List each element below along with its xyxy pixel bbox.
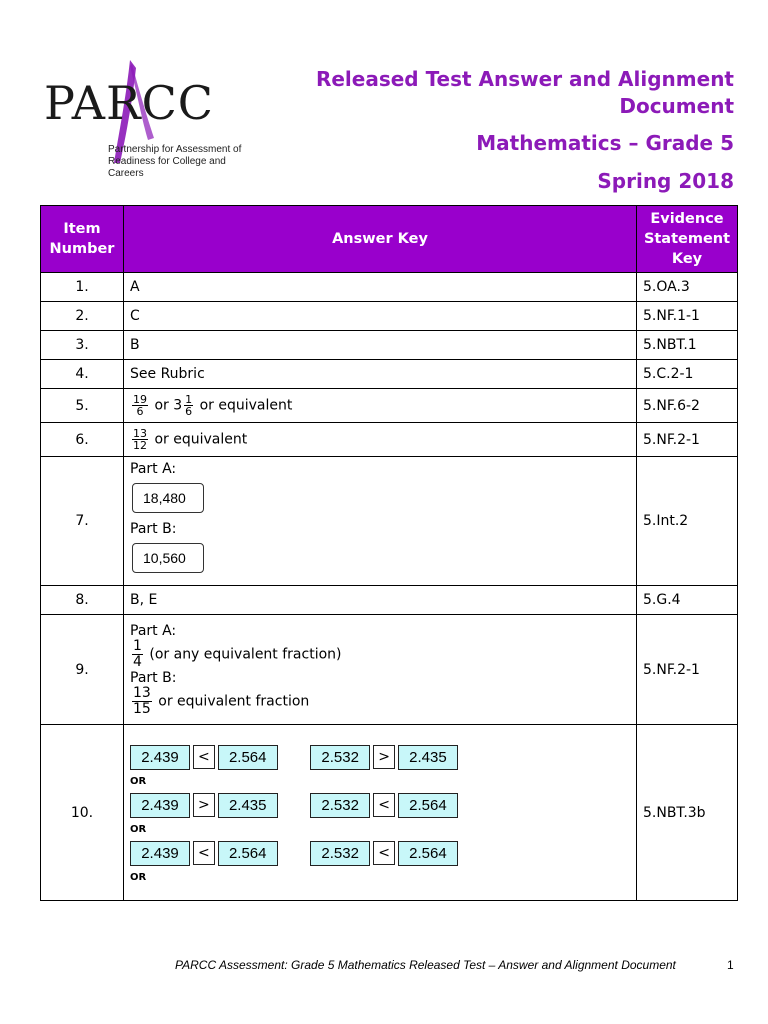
part-b-answer	[130, 686, 630, 717]
item-number: 8.	[41, 586, 124, 615]
evidence: 5.NF.2-1	[637, 423, 738, 457]
page-footer: PARCC Assessment: Grade 5 Mathematics Released Test – Answer and Alignment Document	[175, 958, 676, 972]
answer: B	[124, 331, 637, 360]
part-a-label: Part A:	[130, 461, 177, 477]
comparison-set	[130, 793, 630, 818]
operator-box: <	[373, 841, 395, 865]
subject-title: Mathematics – Grade 5	[476, 131, 734, 155]
item-number: 7.	[41, 457, 124, 586]
value-box: 2.564	[398, 793, 458, 818]
evidence: 5.C.2-1	[637, 360, 738, 389]
answer	[124, 389, 637, 423]
item-number: 2.	[41, 302, 124, 331]
answer: See Rubric	[124, 360, 637, 389]
fraction	[132, 639, 143, 670]
denominator: 15	[133, 700, 151, 717]
comparison	[130, 841, 278, 866]
answer-text: or equivalent	[199, 397, 293, 414]
item-number: 4.	[41, 360, 124, 389]
value-box: 2.532	[310, 841, 370, 866]
comparison-set	[130, 745, 630, 770]
operator-box: <	[193, 841, 215, 865]
operator-box: >	[193, 793, 215, 817]
table-row	[41, 360, 738, 389]
table-row	[41, 586, 738, 615]
table-row	[41, 725, 738, 901]
logo-tagline-line2: Readiness for College and Careers	[108, 156, 226, 179]
answer	[124, 615, 637, 725]
comparison	[130, 793, 278, 818]
answer-text: or equivalent fraction	[158, 693, 310, 709]
value-box: 2.439	[130, 745, 190, 770]
answer-text: (or any equivalent fraction)	[149, 646, 342, 662]
header-item-number: Item Number	[41, 206, 124, 273]
answer: A	[124, 273, 637, 302]
operator-box: >	[373, 745, 395, 769]
fraction	[132, 428, 148, 451]
table-row	[41, 457, 738, 586]
table-row	[41, 389, 738, 423]
item-number: 3.	[41, 331, 124, 360]
table-row	[41, 331, 738, 360]
numerator: 13	[133, 427, 147, 440]
value-box: 2.439	[130, 841, 190, 866]
answer-box: 10,560	[132, 543, 204, 573]
denominator: 6	[136, 405, 144, 418]
answer	[124, 423, 637, 457]
header-evidence-key: Evidence Statement Key	[637, 206, 738, 273]
answer-text: or 3	[154, 397, 183, 414]
part-b-label: Part B:	[130, 669, 177, 686]
numerator: 1	[185, 393, 193, 406]
numerator: 1	[133, 637, 142, 654]
table-header-row	[41, 206, 738, 273]
table-row	[41, 273, 738, 302]
logo-wordmark: PARCC	[44, 76, 214, 130]
logo-tagline-line1: Partnership for Assessment of	[108, 144, 242, 155]
fraction	[184, 394, 193, 417]
numerator: 13	[133, 684, 151, 701]
answer: C	[124, 302, 637, 331]
value-box: 2.532	[310, 793, 370, 818]
term-title: Spring 2018	[597, 169, 734, 193]
table-row	[41, 423, 738, 457]
evidence: 5.G.4	[637, 586, 738, 615]
comparison	[310, 745, 458, 770]
answer	[124, 457, 637, 586]
denominator: 6	[185, 405, 193, 418]
part-a-label: Part A:	[130, 622, 177, 639]
value-box: 2.564	[218, 841, 278, 866]
fraction	[132, 686, 152, 717]
value-box: 2.532	[310, 745, 370, 770]
comparison	[130, 745, 278, 770]
or-label: OR	[130, 775, 147, 787]
answer-key-table	[40, 205, 738, 901]
fraction	[132, 394, 148, 417]
evidence: 5.NF.1-1	[637, 302, 738, 331]
answer-box: 18,480	[132, 483, 204, 513]
part-b-label: Part B:	[130, 521, 177, 537]
answer-text: or equivalent	[154, 431, 248, 448]
value-box: 2.435	[398, 745, 458, 770]
comparison	[310, 793, 458, 818]
item-number: 5.	[41, 389, 124, 423]
comparison	[310, 841, 458, 866]
value-box: 2.435	[218, 793, 278, 818]
table-row	[41, 615, 738, 725]
or-label: OR	[130, 871, 147, 883]
item-number: 6.	[41, 423, 124, 457]
evidence: 5.NBT.1	[637, 331, 738, 360]
denominator: 12	[133, 439, 147, 452]
part-a-answer	[130, 639, 630, 670]
evidence: 5.NBT.3b	[637, 725, 738, 901]
item-number: 1.	[41, 273, 124, 302]
numerator: 19	[133, 393, 147, 406]
logo-tagline	[108, 144, 264, 180]
denominator: 4	[133, 653, 142, 670]
item-number: 10.	[41, 725, 124, 901]
value-box: 2.439	[130, 793, 190, 818]
evidence: 5.Int.2	[637, 457, 738, 586]
table-row	[41, 302, 738, 331]
operator-box: <	[373, 793, 395, 817]
item-number: 9.	[41, 615, 124, 725]
operator-box: <	[193, 745, 215, 769]
page-number: 1	[727, 958, 734, 972]
answer	[124, 725, 637, 901]
value-box: 2.564	[218, 745, 278, 770]
evidence: 5.OA.3	[637, 273, 738, 302]
answer: B, E	[124, 586, 637, 615]
value-box: 2.564	[398, 841, 458, 866]
comparison-set	[130, 841, 630, 866]
parcc-logo	[44, 58, 264, 179]
header-answer-key: Answer Key	[124, 206, 637, 273]
document-title: Released Test Answer and Alignment Document	[315, 67, 734, 118]
or-label: OR	[130, 823, 147, 835]
evidence: 5.NF.2-1	[637, 615, 738, 725]
evidence: 5.NF.6-2	[637, 389, 738, 423]
